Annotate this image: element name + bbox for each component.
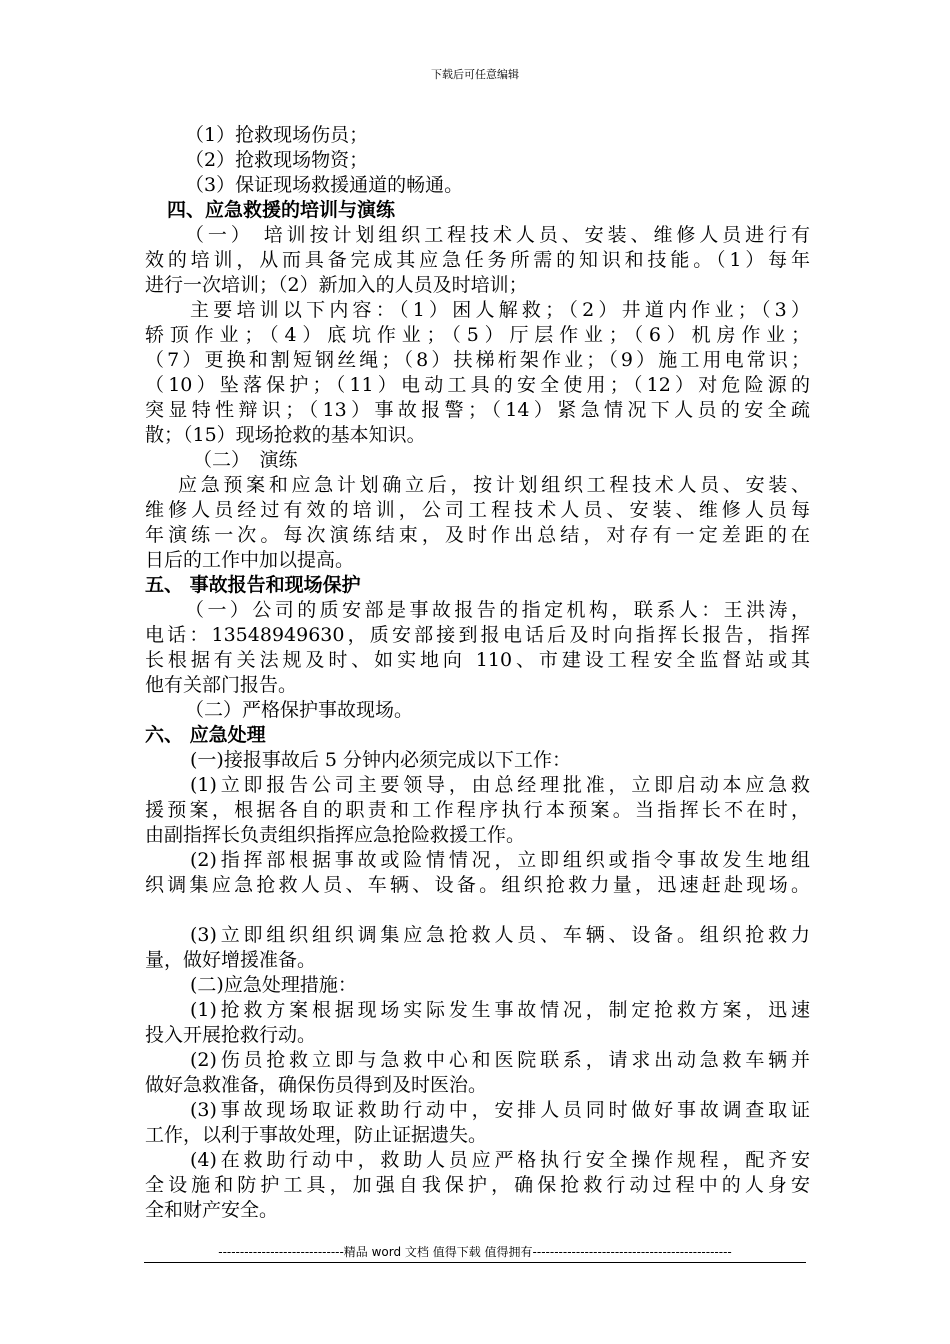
text-line: 工作，以利于事故处理，防止证据遗失。 — [145, 1124, 488, 1146]
text-line: 散；（15）现场抢救的基本知识。 — [145, 424, 426, 446]
text-line: （一）公司的质安部是事故报告的指定机构，联系人：王洪涛， — [185, 599, 810, 621]
section-heading: 四、应急救援的培训与演练 — [167, 199, 396, 221]
text-line: （1）抢救现场伤员； — [185, 124, 369, 146]
text-line: (1)立即报告公司主要领导，由总经理批准，立即启动本应急救 — [190, 774, 810, 796]
text-line: 织调集应急抢救人员、车辆、设备。组织抢救力量，迅速赶赴现场。 — [145, 874, 810, 896]
text-line: （一） 培训按计划组织工程技术人员、安装、维修人员进行有 — [185, 224, 810, 246]
text-line: (3)事故现场取证救助行动中，安排人员同时做好事故调查取证 — [190, 1099, 810, 1121]
text-line: 电话：13548949630，质安部接到报电话后及时向指挥长报告，指挥 — [145, 624, 810, 646]
section-heading: 五、 事故报告和现场保护 — [145, 574, 361, 596]
blank-line — [145, 898, 810, 923]
text-line: 应急预案和应急计划确立后，按计划组织工程技术人员、安装、 — [178, 474, 810, 496]
text-line: （7）更换和割短钢丝绳；（8）扶梯桁架作业；（9）施工用电常识； — [145, 349, 810, 371]
text-line: 长根据有关法规及时、如实地向 110、市建设工程安全监督站或其 — [145, 649, 810, 671]
text-line: 日后的工作中加以提高。 — [145, 549, 355, 571]
footer-divider — [144, 1262, 806, 1263]
text-line: 全和财产安全。 — [145, 1199, 279, 1221]
text-line: 做好急救准备，确保伤员得到及时医治。 — [145, 1074, 488, 1096]
text-line: 轿顶作业；（4）底坑作业；（5）厅层作业；（6）机房作业； — [145, 324, 810, 346]
text-line: （二） 演练 — [193, 449, 298, 471]
text-line: 全设施和防护工具，加强自我保护，确保抢救行动过程中的人身安 — [145, 1174, 810, 1196]
text-line: 突显特性辩识；（13）事故报警；（14）紧急情况下人员的安全疏 — [145, 399, 810, 421]
text-line: （10）坠落保护；（11）电动工具的安全使用；（12）对危险源的 — [145, 374, 810, 396]
text-line: (一)接报事故后 5 分钟内必须完成以下工作： — [190, 749, 571, 771]
text-line: (二)应急处理措施： — [190, 974, 357, 996]
text-line: 主要培训以下内容：（1）困人解救；（2）井道内作业；（3） — [190, 299, 810, 321]
text-line: 投入开展抢救行动。 — [145, 1024, 317, 1046]
text-line: 量，做好增援准备。 — [145, 949, 317, 971]
page-footer: -----------------------------精品 word 文档 值得下载 值得拥有---------------------------------------------- — [218, 1245, 732, 1259]
text-line: (4)在救助行动中，救助人员应严格执行安全操作规程，配齐安 — [190, 1149, 810, 1171]
text-line: 他有关部门报告。 — [145, 674, 298, 696]
text-line: (3)立即组织组织调集应急抢救人员、车辆、设备。组织抢救力 — [190, 924, 810, 946]
text-line: (2)伤员抢救立即与急救中心和医院联系，请求出动急救车辆并 — [190, 1049, 810, 1071]
text-line: 进行一次培训；（2）新加入的人员及时培训； — [145, 274, 528, 296]
document-body — [145, 123, 810, 1223]
text-line: 援预案，根据各自的职责和工作程序执行本预案。当指挥长不在时， — [145, 799, 810, 821]
text-line: （二）严格保护事故现场。 — [185, 699, 414, 721]
text-line: 由副指挥长负责组织指挥应急抢险救援工作。 — [145, 824, 526, 846]
text-line: (2)指挥部根据事故或险情情况，立即组织或指令事故发生地组 — [190, 849, 810, 871]
page-header: 下载后可任意编辑 — [431, 68, 519, 81]
text-line: 年演练一次。每次演练结束，及时作出总结，对存有一定差距的在 — [145, 524, 810, 546]
text-line: (1)抢救方案根据现场实际发生事故情况，制定抢救方案，迅速 — [190, 999, 810, 1021]
section-heading: 六、 应急处理 — [145, 724, 266, 746]
text-line: 效的培训，从而具备完成其应急任务所需的知识和技能。（1）每年 — [145, 249, 810, 271]
text-line: （3）保证现场救援通道的畅通。 — [185, 174, 464, 196]
text-line: 维修人员经过有效的培训，公司工程技术人员、安装、维修人员每 — [145, 499, 810, 521]
text-line: （2）抢救现场物资； — [185, 149, 369, 171]
